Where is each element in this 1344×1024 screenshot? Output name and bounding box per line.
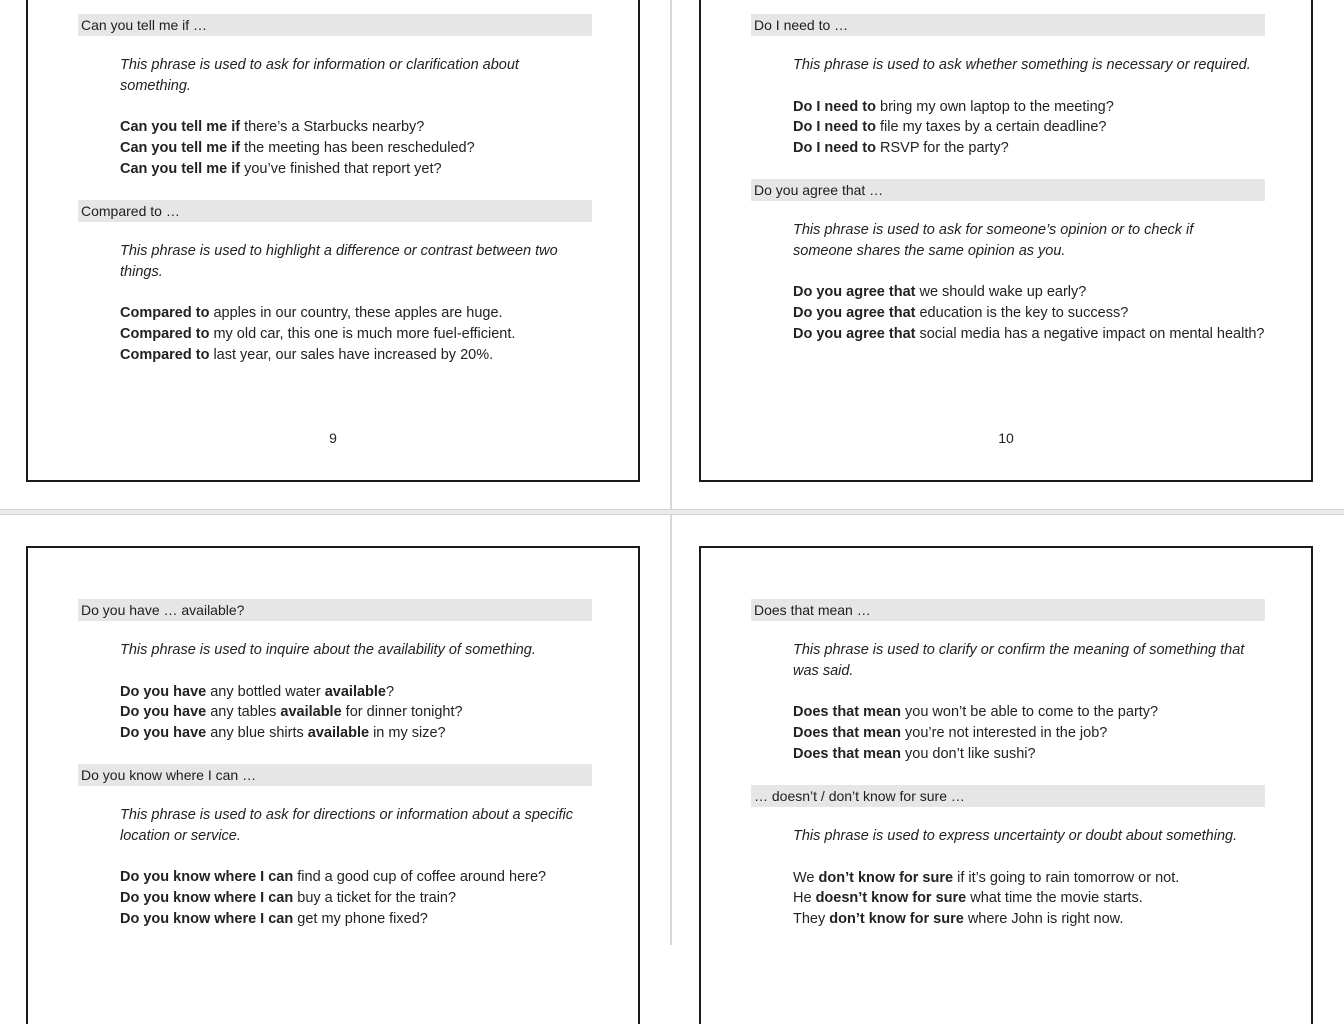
page-number: 9 [329,430,337,446]
example-sentence: Do you agree that social media has a negative impact on mental health? [793,325,1265,342]
example-sentence: Compared to last year, our sales have increased by 20%. [120,346,494,363]
phrase-description: This phrase is used to ask for someone’s opinion or to check if someone shares the same opinion as you. [793,222,1194,259]
example-list [120,867,592,929]
example-list [120,682,592,744]
horizontal-divider [0,509,1344,515]
example-sentence: Do you agree that education is the key to success? [793,305,1129,322]
example-sentence: Does that mean you don’t like sushi? [793,745,1036,762]
example-sentence: Do you know where I can find a good cup of coffee around here? [120,869,547,886]
example-list [120,117,592,179]
phrase-section [751,599,1265,765]
example-sentence: Do you know where I can buy a ticket for the train? [120,890,457,907]
example-sentence: Do you have any tables available for dinner tonight? [120,704,463,721]
example-sentence: Can you tell me if you’ve finished that report yet? [120,160,442,177]
phrase-section [751,14,1265,159]
phrase-description: This phrase is used to clarify or confirm the meaning of something that was said. [793,642,1245,679]
example-sentence: Do you have any blue shirts available in my size? [120,725,446,742]
example-sentence: Compared to my old car, this one is much more fuel-efficient. [120,326,516,343]
phrase-description: This phrase is used to express uncertainty or doubt about something. [793,828,1238,844]
phrase-section [78,200,592,366]
page-thumbnail-9[interactable] [0,0,670,508]
phrase-heading: Do you agree that … [751,179,1265,201]
phrase-description: This phrase is used to highlight a difference or contrast between two things. [120,243,558,280]
example-sentence: Do you have any bottled water available? [120,683,395,700]
phrase-heading: Do I need to … [751,14,1265,36]
phrase-heading: Do you have … available? [78,599,592,621]
example-sentence: Does that mean you won’t be able to come to the party? [793,704,1159,721]
phrase-heading: Can you tell me if … [78,14,592,36]
phrase-heading: Do you know where I can … [78,764,592,786]
example-sentence: They don’t know for sure where John is right now. [793,911,1124,928]
page-thumbnail-10[interactable] [673,0,1343,508]
phrase-heading: … doesn’t / don’t know for sure … [751,785,1265,807]
example-sentence: He doesn’t know for sure what time the movie starts. [793,890,1143,907]
document-page [26,0,640,482]
phrase-description: This phrase is used to ask for information or clarification about something. [120,57,519,94]
example-sentence: Do you know where I can get my phone fixed? [120,910,428,927]
example-sentence: Do I need to RSVP for the party? [793,140,1009,157]
phrase-description: This phrase is used to inquire about the availability of something. [120,642,536,658]
phrase-section [751,785,1265,930]
page-number: 10 [998,430,1014,446]
phrase-section [751,179,1265,345]
phrase-heading: Compared to … [78,200,592,222]
example-sentence: We don’t know for sure if it’s going to rain tomorrow or not. [793,869,1180,886]
document-page [26,546,640,1024]
phrase-section [78,599,592,744]
phrase-description: This phrase is used to ask whether something is necessary or required. [793,57,1251,73]
example-list [793,702,1265,764]
example-list [793,97,1265,159]
vertical-divider [670,0,672,945]
example-list [120,303,592,365]
phrase-section [78,14,592,180]
page-thumbnail-12[interactable] [673,516,1343,1024]
document-page [699,546,1313,1024]
example-sentence: Compared to apples in our country, these apples are huge. [120,305,503,322]
phrase-section [78,764,592,930]
phrase-heading: Does that mean … [751,599,1265,621]
example-sentence: Does that mean you’re not interested in the job? [793,725,1108,742]
example-sentence: Can you tell me if there’s a Starbucks nearby? [120,119,425,136]
example-sentence: Do I need to file my taxes by a certain deadline? [793,119,1107,136]
example-list [793,868,1265,930]
page-thumbnail-11[interactable] [0,516,670,1024]
example-sentence: Can you tell me if the meeting has been rescheduled? [120,140,475,157]
document-page [699,0,1313,482]
example-sentence: Do you agree that we should wake up early? [793,284,1087,301]
phrase-description: This phrase is used to ask for directions or information about a specific location or service. [120,807,573,844]
example-list [793,282,1265,344]
example-sentence: Do I need to bring my own laptop to the meeting? [793,98,1114,115]
